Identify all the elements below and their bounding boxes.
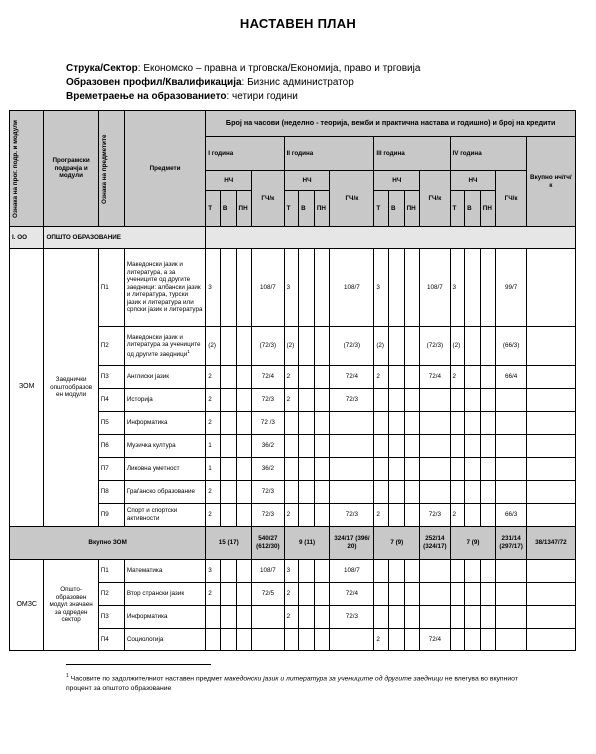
y3-t: 3 — [374, 249, 389, 327]
y1-t: 2 — [206, 389, 221, 412]
header-year-1: I година — [206, 137, 284, 171]
section-code: I. ОО — [10, 227, 44, 249]
header-pn: ПН — [236, 191, 252, 227]
y2-total-gck: 324/17 (396/ 20) — [330, 527, 374, 560]
footnote-text-start: Часовите по задолжителниот наставен предмет — [70, 675, 225, 683]
y3-t: 2 — [374, 366, 389, 389]
curriculum-table — [9, 110, 576, 651]
subject-code: П8 — [98, 481, 124, 504]
omzs-code: ОМЗС — [10, 560, 44, 651]
header-nc: НЧ — [450, 171, 496, 191]
subject-name: Англиски јазик — [124, 366, 205, 389]
header-v: В — [299, 191, 315, 227]
header-areas: Програмски подрачја и модули — [44, 111, 98, 227]
y3-gck: (72/3) — [420, 327, 450, 366]
y3-t: 2 — [374, 504, 389, 527]
meta-sector — [66, 63, 420, 75]
header-gck: ГЧ/к — [330, 171, 374, 227]
zom-total-label: Вкупно ЗОМ — [10, 527, 206, 560]
footnote-divider — [66, 664, 211, 665]
header-gck: ГЧ/к — [420, 171, 450, 227]
y2-t: 2 — [284, 389, 299, 412]
meta-profile — [66, 77, 354, 89]
subject-code: П3 — [98, 366, 124, 389]
subject-name: Ликовна уметност — [124, 458, 205, 481]
subject-name: Македонски јазик и литература, а за учениците од другите заедници: албански јазик и литература, турски јазик и литература или српски јазик и литература — [124, 249, 205, 327]
y1-t: 2 — [206, 412, 221, 435]
y1-t: (2) — [206, 327, 221, 366]
y1-gck: (72/3) — [252, 327, 284, 366]
subject-name: Информатика — [124, 412, 205, 435]
y2-gck: 108/7 — [330, 560, 374, 583]
footnote-number: 1 — [66, 673, 69, 679]
subject-code: П5 — [98, 412, 124, 435]
y1-gck: 108/7 — [252, 249, 284, 327]
y3-total-nc: 7 (9) — [374, 527, 420, 560]
y3-gck: 72/3 — [420, 504, 450, 527]
meta-label: Образовен профил/Квалификација — [66, 77, 242, 88]
y1-total-nc: 15 (17) — [206, 527, 252, 560]
header-subjects: Предмети — [124, 111, 205, 227]
zom-grand-total: 38/1347/72 — [526, 527, 575, 560]
subject-name: Математика — [124, 560, 205, 583]
y2-gck: 72/4 — [330, 366, 374, 389]
y2-t: 2 — [284, 583, 299, 606]
y2-gck: 72/4 — [330, 583, 374, 606]
y4-t: 2 — [450, 366, 465, 389]
y3-gck: 108/7 — [420, 249, 450, 327]
subject-name: Македонски јазик и литература за учениците од другите заедници — [126, 333, 201, 358]
header-subject-code-cell — [98, 111, 124, 227]
document-title: НАСТАВЕН ПЛАН — [239, 16, 357, 31]
header-t: Т — [374, 191, 389, 227]
y2-gck: 72/3 — [330, 504, 374, 527]
y2-t: 3 — [284, 249, 299, 327]
omzs-name: Општо-образовен модул значаен за одреден сектор — [44, 560, 98, 651]
header-v: В — [220, 191, 236, 227]
y1-gck: 36/2 — [252, 458, 284, 481]
y1-t: 2 — [206, 504, 221, 527]
y1-gck: 72/3 — [252, 389, 284, 412]
header-t: Т — [206, 191, 221, 227]
y1-gck: 72/4 — [252, 366, 284, 389]
header-hours-caption: Број на часови (неделно - теорија, вежби и практична настава и годишно) и број на кредити — [206, 111, 576, 137]
header-total: Вкупно нч/гч/к — [526, 137, 575, 227]
y1-gck: 72/3 — [252, 481, 284, 504]
y1-t: 1 — [206, 435, 221, 458]
header-nc: НЧ — [284, 171, 330, 191]
meta-label: Времетраење на образованието — [66, 91, 227, 102]
subject-code: П4 — [98, 389, 124, 412]
header-pn: ПН — [404, 191, 420, 227]
subject-name: Историја — [124, 389, 205, 412]
y2-t: (2) — [284, 327, 299, 366]
y3-gck: 72/4 — [420, 366, 450, 389]
y2-t: 2 — [284, 504, 299, 527]
header-gck: ГЧ/к — [496, 171, 526, 227]
zom-name: Заеднички општообразов ен модули — [44, 249, 98, 527]
y1-t: 2 — [206, 583, 221, 606]
y4-total-gck: 231/14 (297/17) — [496, 527, 526, 560]
header-year-4: IV година — [450, 137, 526, 171]
y1-gck: 72 /3 — [252, 412, 284, 435]
y1-gck: 72/3 — [252, 504, 284, 527]
meta-value: : Економско – правна и трговска/Економија, право и трговија — [137, 63, 421, 74]
header-nc: НЧ — [206, 171, 252, 191]
y1-gck: 36/2 — [252, 435, 284, 458]
header-year-3: III година — [374, 137, 450, 171]
y4-t: (2) — [450, 327, 465, 366]
y2-t: 3 — [284, 560, 299, 583]
y1-t: 2 — [206, 366, 221, 389]
y2-t: 2 — [284, 366, 299, 389]
y3-t: (2) — [374, 327, 389, 366]
subject-code: П7 — [98, 458, 124, 481]
header-v: В — [465, 191, 481, 227]
meta-value: : Бизнис администратор — [241, 77, 354, 88]
subject-name: Музичка култура — [124, 435, 205, 458]
footnote — [66, 671, 536, 694]
header-code: Ознака на прог. подр. и модули — [12, 119, 19, 218]
y2-gck: 108/7 — [330, 249, 374, 327]
y1-gck: 108/7 — [252, 560, 284, 583]
subject-code: П6 — [98, 435, 124, 458]
y4-total-nc: 7 (9) — [450, 527, 496, 560]
section-label: ОПШТО ОБРАЗОВАНИЕ — [44, 227, 206, 249]
subject-code: П1 — [98, 560, 124, 583]
header-t: Т — [284, 191, 299, 227]
subject-name: Спорт и спортски активности — [124, 504, 205, 527]
y1-total-gck: 540/27 (612/30) — [252, 527, 284, 560]
subject-name-cell — [124, 327, 205, 366]
y3-t: 2 — [374, 629, 389, 651]
y3-total-gck: 252/14 (324/17) — [420, 527, 450, 560]
subject-code: П9 — [98, 504, 124, 527]
header-pn: ПН — [314, 191, 330, 227]
subject-code: П2 — [98, 327, 124, 366]
y1-t: 3 — [206, 560, 221, 583]
y4-gck: (66/3) — [496, 327, 526, 366]
header-t: Т — [450, 191, 465, 227]
subject-code: П2 — [98, 583, 124, 606]
header-pn: ПН — [480, 191, 496, 227]
header-nc: НЧ — [374, 171, 420, 191]
header-year-2: II година — [284, 137, 374, 171]
y1-gck: 72/5 — [252, 583, 284, 606]
subject-name: Социологија — [124, 629, 205, 651]
y2-gck: 72/3 — [330, 606, 374, 629]
y2-t: 2 — [284, 606, 299, 629]
y1-t: 1 — [206, 458, 221, 481]
y2-gck: (72/3) — [330, 327, 374, 366]
y4-t: 3 — [450, 249, 465, 327]
y1-t: 2 — [206, 481, 221, 504]
subject-name: Граѓанско образование — [124, 481, 205, 504]
y4-gck: 66/4 — [496, 366, 526, 389]
header-subject-code: Ознака на предметите — [100, 133, 108, 204]
y2-gck: 72/3 — [330, 389, 374, 412]
meta-value: : четири години — [226, 91, 298, 102]
y4-t: 2 — [450, 504, 465, 527]
y3-gck: 72/4 — [420, 629, 450, 651]
footnote-ref: 1 — [187, 348, 190, 354]
footnote-text-end: не влегува во вкупниот процент за општото образование — [66, 675, 518, 693]
y4-gck: 99/7 — [496, 249, 526, 327]
meta-label: Струка/Сектор — [66, 63, 138, 74]
y4-gck: 66/3 — [496, 504, 526, 527]
header-gck: ГЧ/к — [252, 171, 284, 227]
subject-code: П1 — [98, 249, 124, 327]
subject-code: П4 — [98, 629, 124, 651]
subject-code: П3 — [98, 606, 124, 629]
y1-t: 3 — [206, 249, 221, 327]
footnote-text-italic: македонски јазик и литература за учениците од другите заедници — [224, 675, 444, 683]
y2-total-nc: 9 (11) — [284, 527, 330, 560]
subject-name: Информатика — [124, 606, 205, 629]
meta-duration — [66, 91, 298, 103]
header-code-cell — [10, 111, 44, 227]
subject-name: Втор странски јазик — [124, 583, 205, 606]
zom-code: ЗОМ — [10, 249, 44, 527]
header-v: В — [388, 191, 404, 227]
